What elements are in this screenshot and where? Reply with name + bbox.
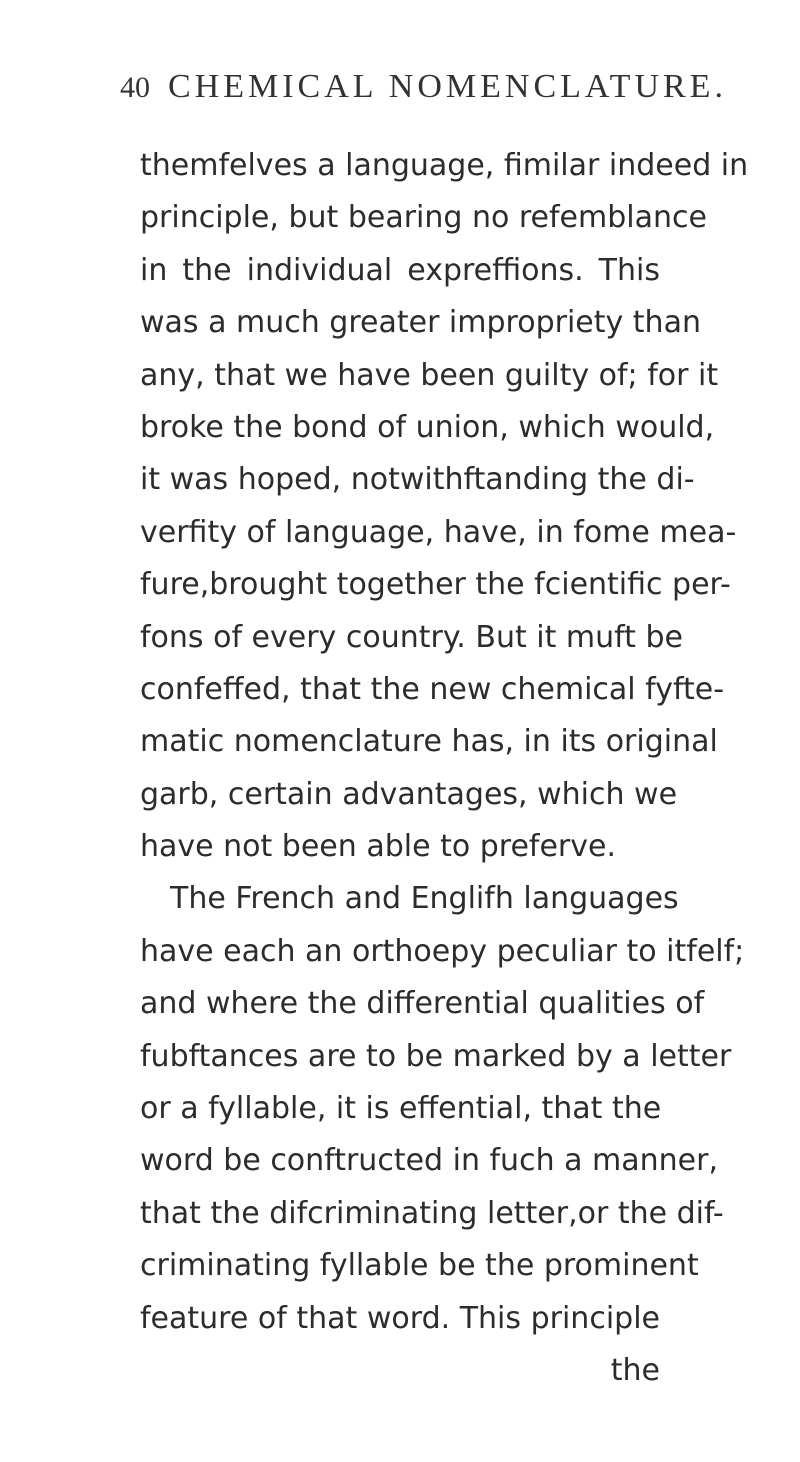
- text-line: or a fyllable, it is effential, that the: [140, 1091, 662, 1127]
- text-line: criminating fyllable be the prominent: [140, 1248, 699, 1284]
- text-line: it was hoped, notwithftanding the di-: [140, 462, 695, 498]
- page-number: 40: [120, 71, 150, 104]
- text-line: fons of every country. But it muft be: [140, 619, 683, 655]
- text-line: verfity of language, have, in fome mea-: [140, 514, 737, 550]
- text-line: any, that we have been guilty of; for it: [140, 357, 719, 393]
- text-line: was a much greater impropriety than: [140, 305, 701, 341]
- paragraph-end-line: have not been able to preferve.: [140, 829, 617, 865]
- page-header: [120, 68, 727, 118]
- catchword: the: [610, 1352, 660, 1388]
- text-line: garb, certain advantages, which we: [140, 776, 678, 812]
- text-line: and where the differential qualities of: [140, 986, 705, 1022]
- text-line: feature of that word. This principle: [140, 1300, 660, 1336]
- text-line: have each an orthoepy peculiar to itfelf;: [140, 933, 745, 969]
- paragraph-start-line: The French and Englifh languages: [170, 881, 679, 917]
- text-line: matic nomenclature has, in its original: [140, 724, 718, 760]
- running-title: CHEMICAL NOMENCLATURE.: [168, 68, 727, 105]
- text-line: confeffed, that the new chemical fyfte-: [140, 671, 725, 707]
- text-line: broke the bond of union, which would,: [140, 409, 715, 445]
- text-line: principle, but bearing no refemblance: [140, 200, 707, 236]
- text-line: in the individual expreffions. This: [140, 252, 660, 288]
- text-line: word be conftructed in fuch a manner,: [140, 1143, 718, 1179]
- text-line: fure,brought together the fcientific per-: [140, 567, 731, 603]
- body-text: [140, 140, 749, 1397]
- text-line: themfelves a language, fimilar indeed in: [140, 148, 749, 183]
- text-line: that the difcriminating letter,or the dif-: [140, 1195, 724, 1231]
- text-line: fubftances are to be marked by a letter: [140, 1038, 732, 1074]
